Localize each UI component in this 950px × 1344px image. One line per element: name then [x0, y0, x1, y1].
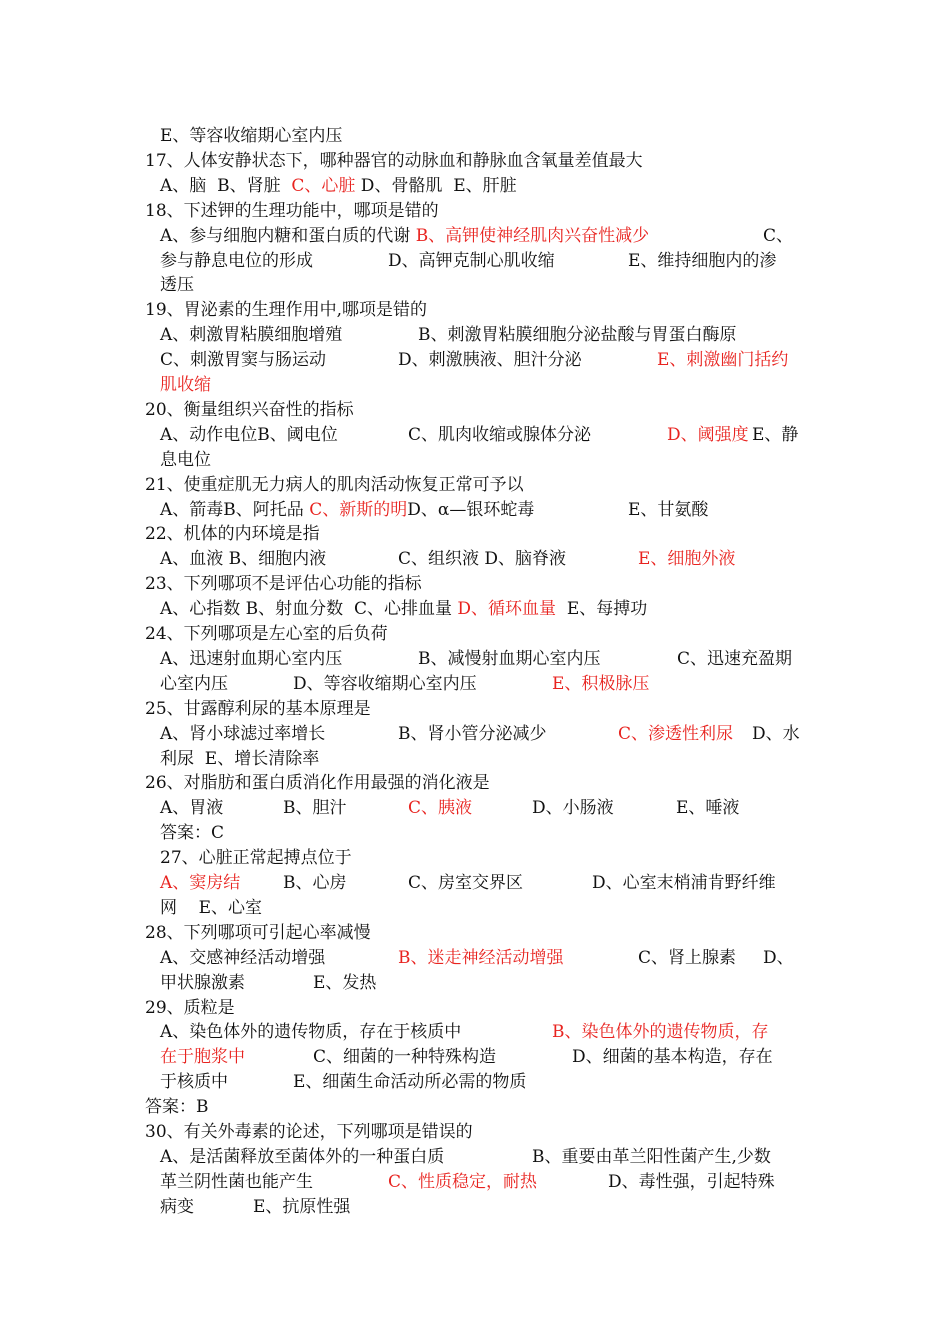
text-segment: C、肾上腺素: [638, 948, 737, 968]
text-segment: D、: [763, 948, 794, 968]
text-segment: A、染色体外的遗传物质，存在于核质中: [160, 1022, 462, 1042]
text-segment: A、胃液: [160, 798, 224, 818]
text-segment: D、毒性强，引起特殊: [608, 1172, 775, 1192]
highlighted-answer: 肌收缩: [160, 375, 211, 395]
text-segment: A、是活菌释放至菌体外的一种蛋白质: [160, 1147, 445, 1167]
text-segment: C、房室交界区: [408, 873, 524, 893]
text-segment: E、等容收缩期心室内压: [160, 126, 343, 146]
highlighted-answer: B、染色体外的遗传物质，存: [552, 1022, 769, 1042]
text-segment: E、甘氨酸: [628, 500, 709, 520]
text-segment: 30、有关外毒素的论述，下列哪项是错误的: [145, 1122, 473, 1142]
text-segment: 甲状腺激素: [160, 973, 245, 993]
text-segment: 答案：C: [160, 823, 225, 843]
text-segment: 28、下列哪项可引起心率减慢: [145, 923, 371, 943]
text-segment: 26、对脂肪和蛋白质消化作用最强的消化液是: [145, 773, 490, 793]
text-segment: A、脑 B、肾脏: [160, 176, 292, 196]
text-segment: 利尿 E、增长清除率: [160, 749, 320, 769]
text-segment: D、水: [752, 724, 800, 744]
highlighted-answer: E、细胞外液: [638, 549, 736, 569]
text-segment: A、肾小球滤过率增长: [160, 724, 326, 744]
text-segment: C、肌肉收缩或腺体分泌: [408, 425, 592, 445]
text-segment: D、等容收缩期心室内压: [293, 674, 477, 694]
text-segment: C、刺激胃窦与肠运动: [160, 350, 327, 370]
highlighted-answer: 在于胞浆中: [160, 1047, 245, 1067]
text-segment: C、: [763, 226, 794, 246]
text-segment: D、细菌的基本构造，存在: [572, 1047, 773, 1067]
highlighted-answer: C、胰液: [408, 798, 473, 818]
text-segment: C、组织液 D、脑脊液: [398, 549, 567, 569]
highlighted-answer: E、积极脉压: [552, 674, 650, 694]
text-segment: D、高钾克制心肌收缩: [388, 251, 555, 271]
text-segment: E、唾液: [676, 798, 740, 818]
text-segment: E、发热: [313, 973, 377, 993]
text-segment: A、交感神经活动增强: [160, 948, 326, 968]
highlighted-answer: D、循环血量: [457, 599, 557, 619]
text-segment: A、心指数 B、射血分数 C、心排血量: [160, 599, 458, 619]
text-segment: D、刺激胰液、胆汁分泌: [398, 350, 582, 370]
highlighted-answer: B、迷走神经活动增强: [398, 948, 564, 968]
text-segment: 透压: [160, 275, 194, 295]
highlighted-answer: E、刺激幽门括约: [657, 350, 789, 370]
text-segment: B、刺激胃粘膜细胞分泌盐酸与胃蛋白酶原: [418, 325, 737, 345]
text-segment: 22、机体的内环境是指: [145, 524, 320, 544]
highlighted-answer: D、阈强度: [667, 425, 749, 445]
text-segment: C、细菌的一种特殊构造: [313, 1047, 497, 1067]
text-segment: A、动作电位B、阈电位: [160, 425, 338, 445]
text-segment: 17、人体安静状态下，哪种器官的动脉血和静脉血含氧量差值最大: [145, 151, 643, 171]
text-segment: B、胆汁: [283, 798, 347, 818]
text-segment: D、心室末梢浦肯野纤维: [592, 873, 776, 893]
text-segment: 18、下述钾的生理功能中，哪项是错的: [145, 201, 439, 221]
highlighted-answer: B、高钾使神经肌肉兴奋性减少: [415, 226, 650, 246]
text-segment: A、参与细胞内糖和蛋白质的代谢: [160, 226, 416, 246]
text-segment: A、迅速射血期心室内压: [160, 649, 343, 669]
text-segment: 29、质粒是: [145, 998, 235, 1018]
highlighted-answer: C、心脏: [291, 176, 356, 196]
text-segment: 参与静息电位的形成: [160, 251, 313, 271]
text-segment: B、肾小管分泌减少: [398, 724, 547, 744]
text-segment: E、细菌生命活动所必需的物质: [293, 1072, 527, 1092]
highlighted-answer: C、性质稳定，耐热: [388, 1172, 538, 1192]
text-segment: D、α—银环蛇毒: [407, 500, 535, 520]
text-segment: E、维持细胞内的渗: [628, 251, 777, 271]
text-segment: 23、下列哪项不是评估心功能的指标: [145, 574, 422, 594]
text-segment: D、小肠液: [532, 798, 614, 818]
text-segment: A、血液 B、细胞内液: [160, 549, 327, 569]
highlighted-answer: C、新斯的明: [309, 500, 408, 520]
text-segment: 革兰阴性菌也能产生: [160, 1172, 313, 1192]
text-segment: 25、甘露醇利尿的基本原理是: [145, 699, 371, 719]
highlighted-answer: A、窦房结: [160, 873, 241, 893]
text-segment: B、重要由革兰阳性菌产生,少数: [532, 1147, 771, 1167]
text-segment: 于核质中: [160, 1072, 228, 1092]
text-segment: 心室内压: [160, 674, 228, 694]
text-segment: 27、心脏正常起搏点位于: [160, 848, 352, 868]
highlighted-answer: C、渗透性利尿: [618, 724, 734, 744]
text-segment: A、箭毒B、阿托品: [160, 500, 310, 520]
text-segment: 网 E、心室: [160, 898, 263, 918]
text-segment: E、抗原性强: [253, 1197, 351, 1217]
text-segment: E、每搏功: [556, 599, 648, 619]
text-segment: 息电位: [160, 450, 211, 470]
text-segment: 20、衡量组织兴奋性的指标: [145, 400, 354, 420]
text-segment: 19、胃泌素的生理作用中,哪项是错的: [145, 300, 428, 320]
text-segment: 答案：B: [145, 1097, 209, 1117]
text-segment: C、迅速充盈期: [677, 649, 793, 669]
text-segment: 24、下列哪项是左心室的后负荷: [145, 624, 388, 644]
text-segment: E、静: [752, 425, 799, 445]
text-segment: 病变: [160, 1197, 194, 1217]
text-segment: B、心房: [283, 873, 347, 893]
text-segment: B、减慢射血期心室内压: [418, 649, 601, 669]
text-segment: D、骨骼肌 E、肝脏: [355, 176, 517, 196]
text-segment: A、刺激胃粘膜细胞增殖: [160, 325, 343, 345]
text-segment: 21、使重症肌无力病人的肌肉活动恢复正常可予以: [145, 475, 524, 495]
